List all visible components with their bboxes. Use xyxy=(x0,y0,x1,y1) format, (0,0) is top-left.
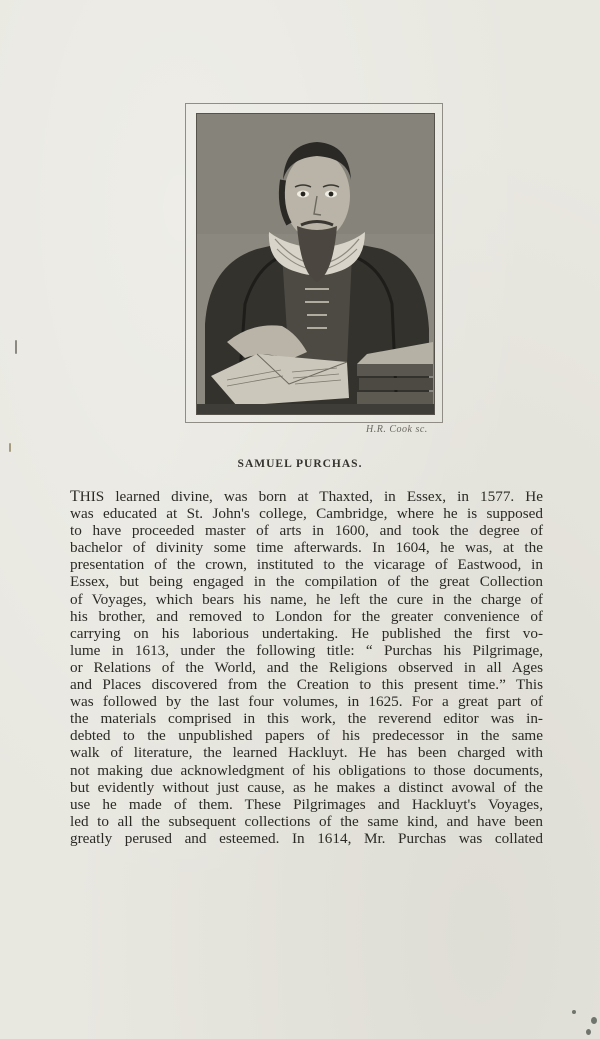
text-line: not making due acknowledgment of his obligations to those documents, xyxy=(70,761,543,779)
text-line: was educated at St. John's college, Cambridge, where he is supposed xyxy=(70,505,543,523)
portrait-illustration xyxy=(197,114,435,415)
text-line: presentation of the crown, instituted to the vicarage of Eastwood, in xyxy=(70,556,543,574)
text-line: his brother, and removed to London for the greater convenience of xyxy=(70,607,543,625)
text-line: lume in 1613, under the following title: “ Purchas his Pilgrimage, xyxy=(70,641,543,659)
foxing-spot xyxy=(586,1029,591,1035)
text-line: was followed by the last four volumes, in 1625. For a great part of xyxy=(70,693,543,711)
foxing-spot xyxy=(572,1010,576,1014)
engraver-credit: H.R. Cook sc. xyxy=(366,424,428,435)
text-line: to have proceeded master of arts in 1600, and took the degree of xyxy=(70,522,543,540)
text-line: or Relations of the World, and the Religions observed in all Ages xyxy=(70,658,543,676)
text-line: the materials comprised in this work, the reverend editor was in- xyxy=(70,710,543,728)
text-line: use he made of them. These Pilgrimages and Hackluyt's Voyages, xyxy=(70,795,543,813)
text-line: debted to the unpublished papers of his predecessor in the same xyxy=(70,727,543,745)
biography-text xyxy=(70,488,543,847)
text-line: greatly perused and esteemed. In 1614, Mr. Purchas was collated xyxy=(70,829,543,847)
foxing-spot xyxy=(591,1017,597,1024)
text-line: led to all the subsequent collections of the same kind, and have been xyxy=(70,812,543,830)
text-line: and Places discovered from the Creation to this present time.” This xyxy=(70,676,543,694)
margin-mark xyxy=(15,340,17,354)
text-line: THIS learned divine, was born at Thaxted, in Essex, in 1577. He xyxy=(70,488,543,505)
text-line: of Voyages, which bears his name, he left the cure in the charge of xyxy=(70,590,543,608)
portrait-engraving xyxy=(196,113,435,415)
text-line: walk of literature, the learned Hackluyt. He has been charged with xyxy=(70,744,543,762)
page-title: SAMUEL PURCHAS. xyxy=(237,458,363,470)
text-line: bachelor of divinity some time afterwards. In 1604, he was, at the xyxy=(70,539,543,557)
text-line: carrying on his laborious undertaking. He published the first vo- xyxy=(70,624,543,642)
text-line: but evidently without just cause, as he makes a distinct avowal of the xyxy=(70,778,543,796)
text-line: Essex, but being engaged in the compilation of the great Collection xyxy=(70,573,543,591)
margin-mark xyxy=(9,443,11,452)
